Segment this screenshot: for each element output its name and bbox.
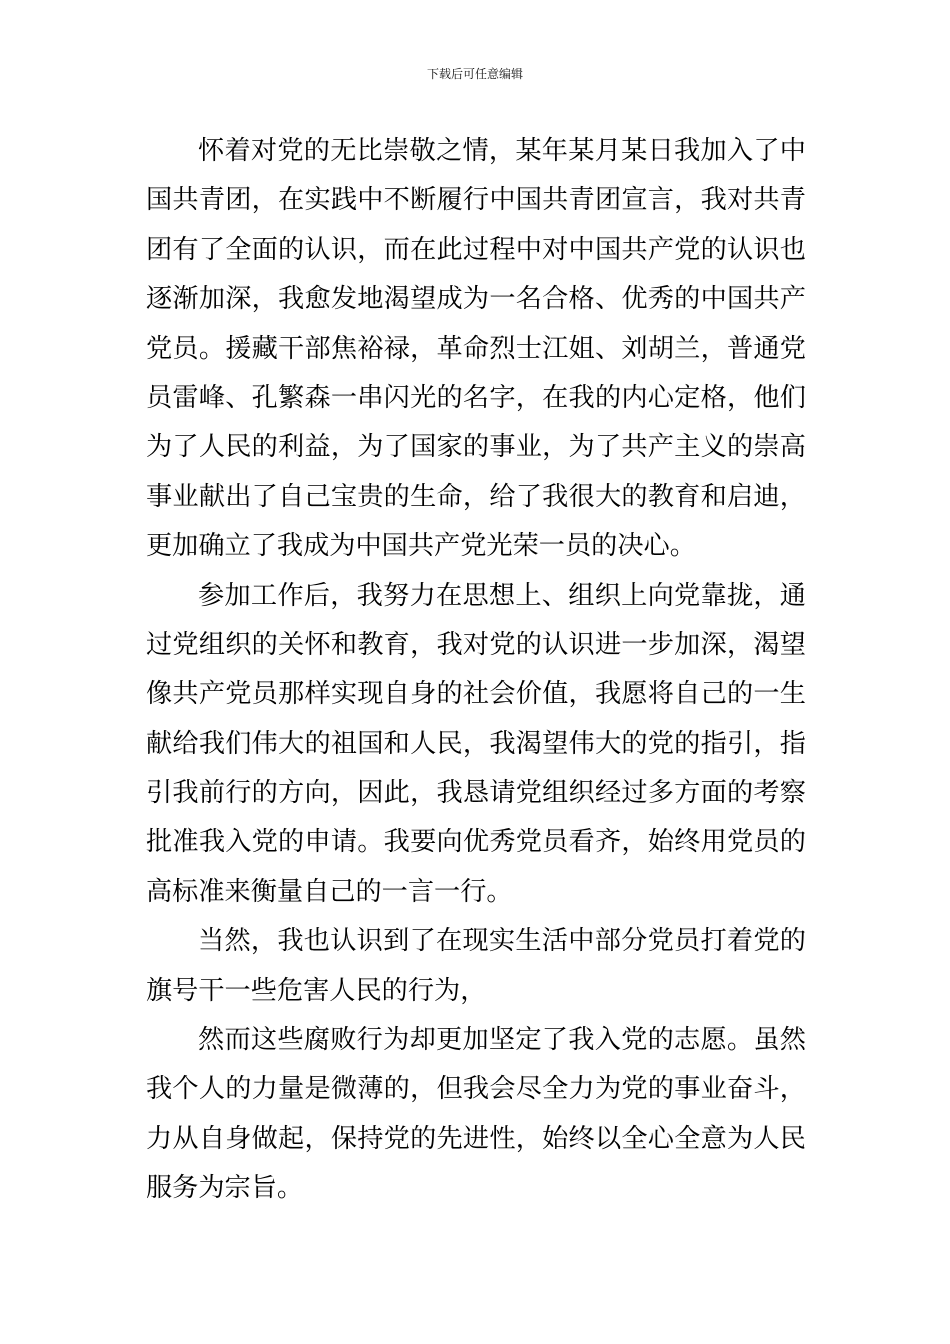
paragraph: [146, 572, 806, 918]
text-line: 更加确立了我成为中国共产党光荣一员的决心。: [146, 531, 696, 562]
text-line: 员雷峰、孔繁森一串闪光的名字，在我的内心定格，他们: [146, 382, 806, 413]
text-line: 党员。援藏干部焦裕禄，革命烈士江姐、刘胡兰，普通党: [146, 333, 806, 364]
text-line: 我个人的力量是微薄的，但我会尽全力为党的事业奋斗，: [146, 1074, 806, 1105]
text-line: 当然，我也认识到了在现实生活中部分党员打着党的: [198, 926, 806, 957]
text-line: 团有了全面的认识，而在此过程中对中国共产党的认识也: [146, 234, 806, 265]
document-body: [146, 127, 806, 1214]
text-line: 事业献出了自己宝贵的生命，给了我很大的教育和启迪，: [146, 481, 806, 512]
paragraph: [146, 127, 806, 572]
text-line: 像共产党员那样实现自身的社会价值，我愿将自己的一生: [146, 679, 806, 710]
text-line: 怀着对党的无比崇敬之情，某年某月某日我加入了中: [198, 136, 806, 166]
text-line: 批准我入党的申请。我要向优秀党员看齐，始终用党员的: [146, 827, 806, 858]
text-line: 高标准来衡量自己的一言一行。: [146, 876, 513, 907]
text-line: 服务为宗旨。: [146, 1173, 304, 1204]
text-line: 力从自身做起，保持党的先进性，始终以全心全意为人民: [146, 1123, 806, 1154]
text-line: 献给我们伟大的祖国和人民，我渴望伟大的党的指引，指: [146, 728, 806, 759]
text-line: 引我前行的方向，因此，我恳请党组织经过多方面的考察: [146, 778, 806, 809]
text-line: 参加工作后，我努力在思想上、组织上向党靠拢，通: [198, 580, 806, 611]
text-line: 然而这些腐败行为却更加坚定了我入党的志愿。虽然: [198, 1025, 806, 1056]
paragraph: [146, 917, 806, 1016]
text-line: 逐渐加深，我愈发地渴望成为一名合格、优秀的中国共产: [146, 284, 806, 315]
text-line: 为了人民的利益，为了国家的事业，为了共产主义的崇高: [146, 432, 806, 463]
text-line: 国共青团，在实践中不断履行中国共青团宣言，我对共青: [146, 185, 806, 216]
text-line: 旗号干一些危害人民的行为，: [146, 975, 487, 1006]
page-header: 下载后可任意编辑: [426, 67, 523, 81]
paragraph: [146, 1016, 806, 1214]
text-line: 过党组织的关怀和教育，我对党的认识进一步加深，渴望: [146, 629, 806, 660]
